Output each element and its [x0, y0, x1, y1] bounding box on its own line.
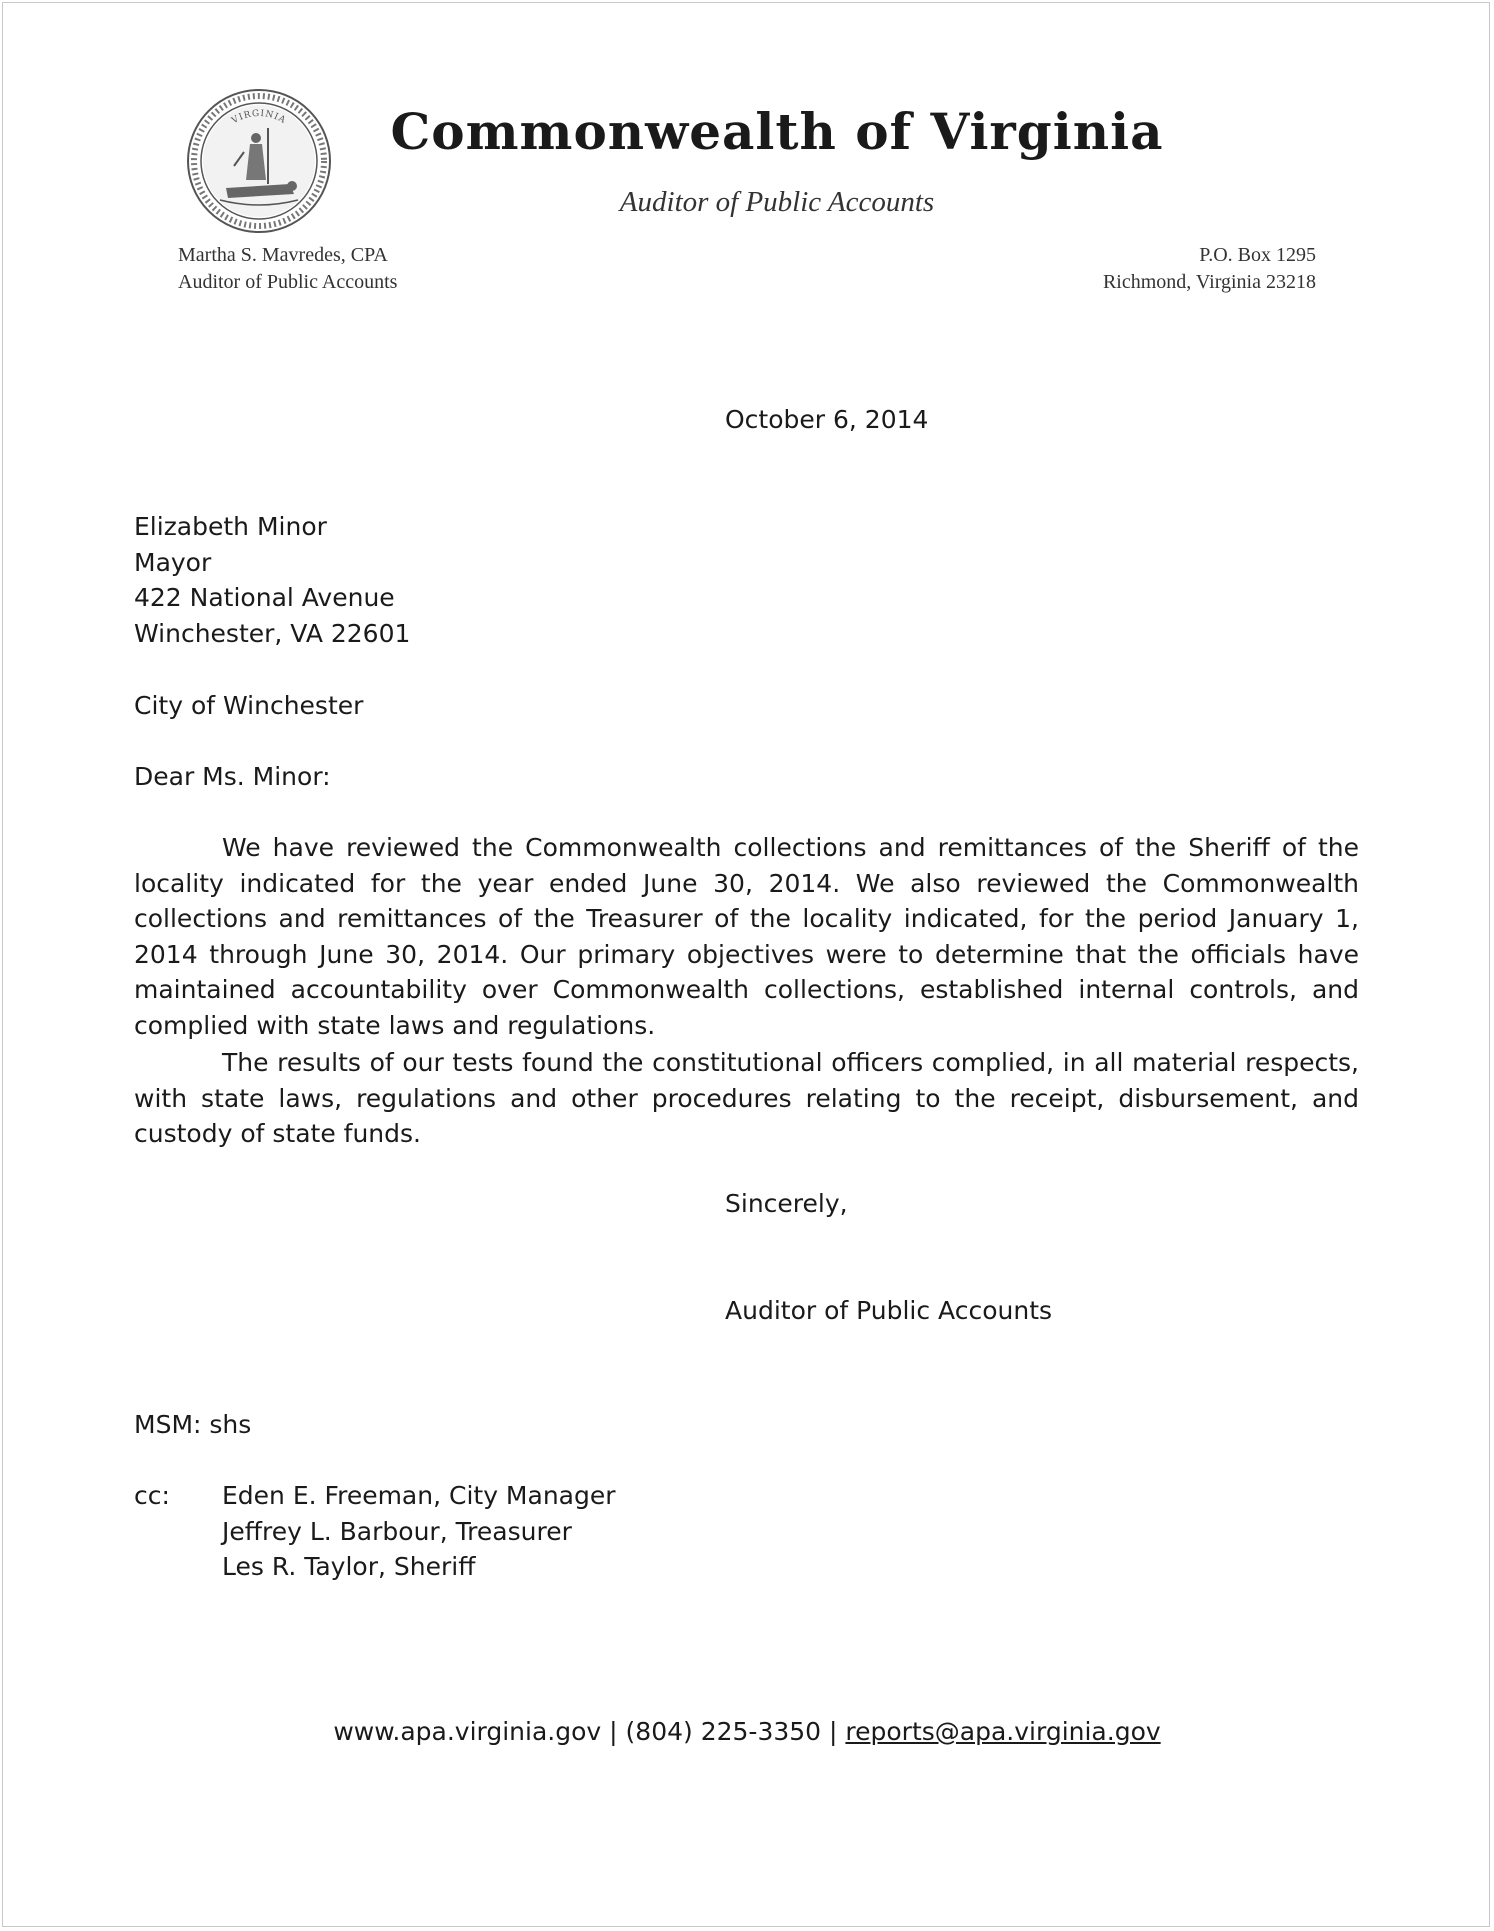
- closing: Sincerely,: [725, 1189, 848, 1218]
- seal-text: VIRGINIA: [230, 108, 288, 127]
- recipient-title: Mayor: [134, 547, 212, 577]
- recipient-city: Winchester, VA 22601: [134, 618, 411, 648]
- footer-separator: |: [821, 1717, 846, 1746]
- cc-label: cc:: [134, 1481, 170, 1510]
- salutation: Dear Ms. Minor:: [134, 762, 331, 791]
- footer-email-link[interactable]: reports@apa.virginia.gov: [845, 1717, 1161, 1746]
- typist-initials: MSM: shs: [134, 1410, 252, 1439]
- recipient-address: [134, 509, 410, 651]
- body-paragraph-2: The results of our tests found the constitutional officers complied, in all material respects, with state laws, regulations and other procedures relating to the receipt, disbursement, and custody of state funds.: [134, 1048, 1359, 1148]
- footer: [0, 1717, 1494, 1746]
- cc-item: Jeffrey L. Barbour, Treasurer: [222, 1516, 572, 1546]
- letterhead-title: Commonwealth of Virginia: [390, 102, 1164, 161]
- letterhead-left-block: [178, 242, 397, 296]
- cc-list: [222, 1478, 616, 1585]
- body-paragraph-1: We have reviewed the Commonwealth collections and remittances of the Sheriff of the locality indicated for the year ended June 30, 2014. We also reviewed the Commonwealth collections and remittances of the Treasurer of the locality indicated, for the period January 1, 2014 through June 30, 2014. Our primary objectives were to determine that the officials have maintained accountability over Commonwealth collections, established internal controls, and complied with state laws and regulations.: [134, 833, 1359, 1040]
- footer-phone: (804) 225-3350: [625, 1717, 822, 1746]
- auditor-title: Auditor of Public Accounts: [178, 271, 398, 293]
- footer-website: www.apa.virginia.gov: [333, 1717, 602, 1746]
- po-box: P.O. Box 1295: [1199, 244, 1316, 266]
- locality-name: City of Winchester: [134, 691, 364, 720]
- recipient-name: Elizabeth Minor: [134, 512, 327, 541]
- cc-item: Eden E. Freeman, City Manager: [222, 1481, 616, 1510]
- cc-item: Les R. Taylor, Sheriff: [222, 1552, 476, 1581]
- auditor-name: Martha S. Mavredes, CPA: [178, 244, 388, 266]
- letter-date: October 6, 2014: [725, 405, 929, 434]
- letterhead-right-block: [1103, 242, 1316, 296]
- city-state-zip: Richmond, Virginia 23218: [1102, 271, 1316, 293]
- letterhead-subtitle: Auditor of Public Accounts: [619, 186, 935, 218]
- recipient-street: 422 National Avenue: [134, 583, 395, 612]
- signature-title: Auditor of Public Accounts: [725, 1296, 1053, 1325]
- footer-separator: |: [601, 1717, 626, 1746]
